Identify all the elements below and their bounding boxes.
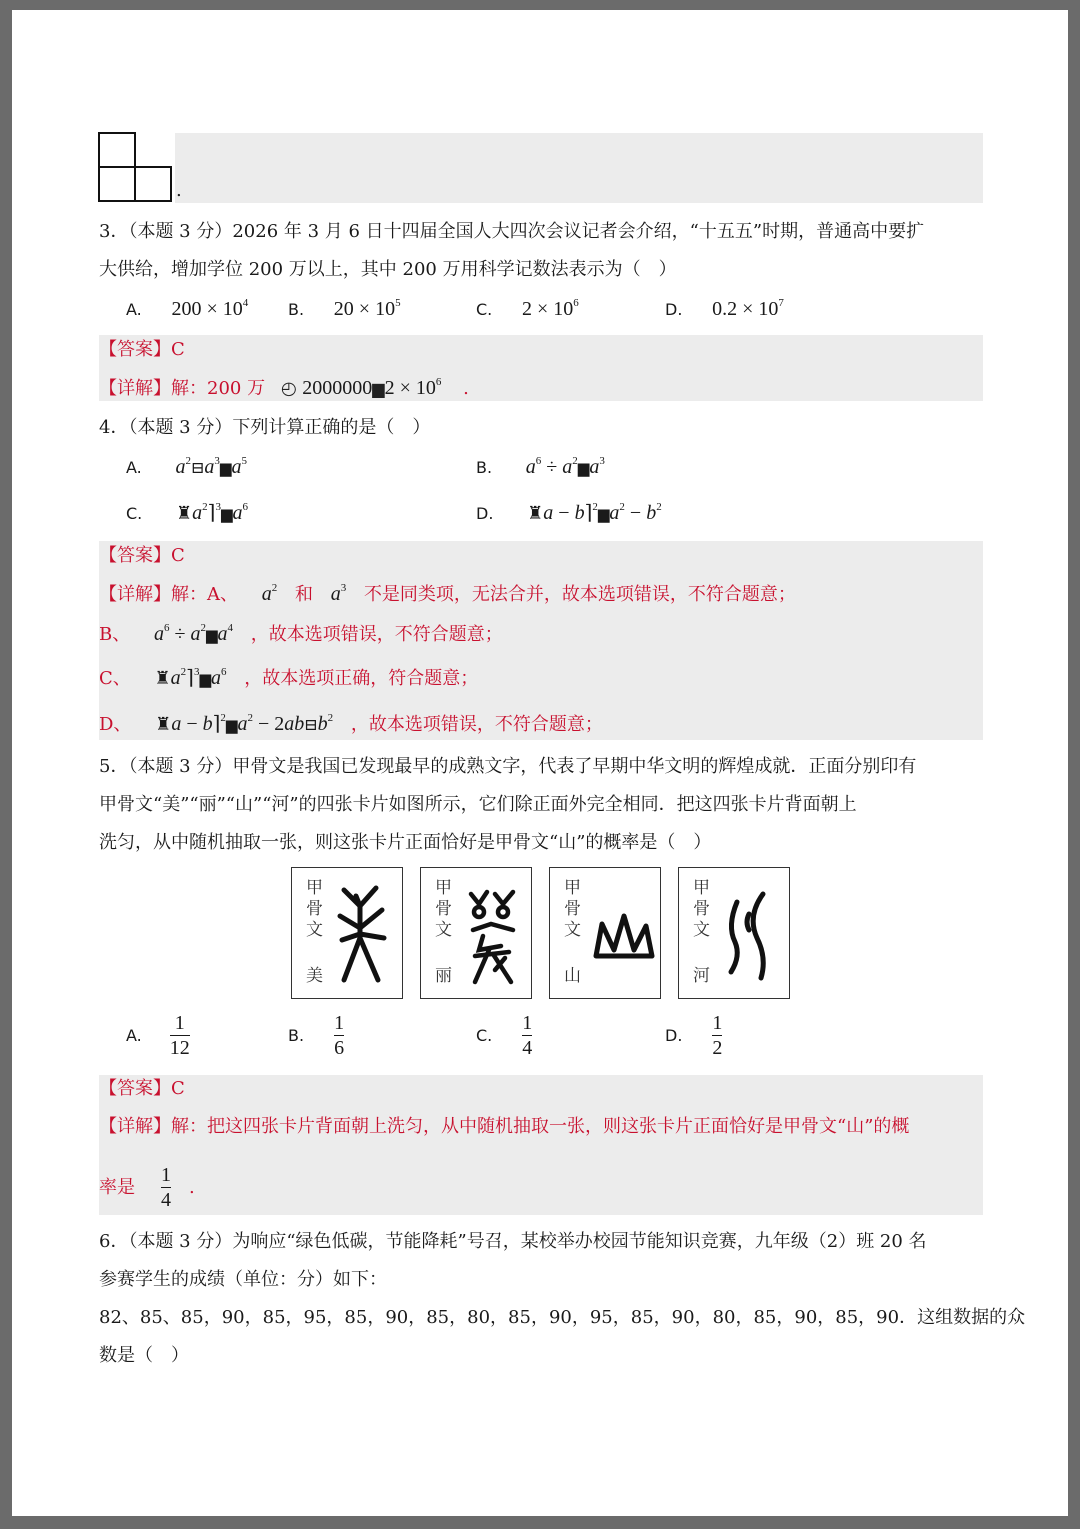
q5-option-c [476,1012,532,1059]
fraction-numerator: 1 [174,1012,185,1034]
plus-glyph-icon: ⊟ [304,717,318,734]
option-letter: B. [288,300,305,319]
option-coef: 200 × 10 [171,298,243,320]
detail-period: . [189,1176,195,1198]
option-letter: A. [126,300,142,319]
q5-option-b [288,1012,344,1059]
answer-value: C [171,339,185,360]
q5-stem-line3: 洗匀，从中随机抽取一张，则这张卡片正面恰好是甲骨文“山”的概率是（ ） [99,832,712,853]
option-coef: 20 × 10 [333,298,396,320]
q4-option-c: C. $♜a^2⌉^3▆a^6$ [126,501,248,524]
detail-text: ，故本选项正确，符合题意； [244,668,479,689]
option-letter: D. [665,1025,683,1045]
q4-detail-d: D、 ♜a − $b⌉^2▆a^2$ − $2ab⊟b^2$ ，故本选项错误，不符合题意； [99,712,603,735]
q4-option-d: D. ♜a − $b⌉^2▆a^2 - b^2$ [476,501,662,524]
figure-caption-period: . [176,180,182,201]
detail-tag: 【详解】 [99,1116,171,1137]
q5-stem-line1: 5．（本题 3 分）甲骨文是我国已发现最早的成熟文字，代表了早期中华文明的辉煌成就．正面分别印有 [99,756,917,777]
equals-glyph-icon: ▆ [372,379,385,398]
q4-option-b: B. $a^6$ ÷ $a^2▆a^3$ [476,455,605,478]
detail-tag: 【详解】 [99,378,171,399]
q3-option-b [288,298,401,321]
q6-stem-line1: 6．（本题 3 分）为响应“绿色低碳，节能降耗”号召，某校举办校园节能知识竞赛，九年级（2）班 20 名 [99,1231,927,1252]
detail-prefix: 解：A、 [171,584,238,605]
fraction-denominator: 2 [712,1037,723,1059]
fraction-denominator: 12 [169,1037,190,1059]
q5-answer [99,1078,185,1100]
fraction-denominator: 4 [161,1189,171,1211]
q5-detail-line1 [99,1116,909,1138]
fraction-numerator: 1 [334,1012,345,1034]
detail-and: 和 [294,584,313,605]
card-name: 河 [693,966,710,986]
previous-answer-band [175,133,983,203]
option-coef: 2 × 10 [522,298,574,320]
oracle-card-mei [291,867,403,999]
q3-option-d [665,298,784,321]
paren-glyph-icon: ♜ [176,503,193,523]
paren-glyph-icon: ⌉ [584,502,593,524]
q4-answer [99,545,185,567]
paren-glyph-icon: ⌉ [212,713,221,735]
option-exp: 6 [573,297,579,309]
option-letter: C. [126,504,143,523]
fraction-numerator: 1 [712,1012,723,1034]
answer-tag: 【答案】 [99,545,171,566]
paren-glyph-icon: ⌉ [207,502,216,524]
q3-detail [99,377,469,400]
option-coef: 0.2 × 10 [712,298,779,320]
card-name: 丽 [435,966,452,986]
oracle-li-glyph-icon [465,884,521,988]
detail-text: 解：把这四张卡片背面朝上洗匀，从中随机抽取一张，则这张卡片正面恰好是甲骨文“山”的概 [171,1116,910,1137]
detail-tag: 【详解】 [99,584,171,605]
fraction-numerator: 1 [161,1164,171,1186]
paren-glyph-icon: ♜ [527,503,544,523]
option-letter: B. [476,458,493,477]
q4-detail-b: B、 $a^6$ ÷ $a^2▆a^4$ ，故本选项错误，不符合题意； [99,622,503,645]
card-label: 甲骨文 [306,878,323,940]
oracle-he-glyph-icon [723,886,779,982]
option-exp: 7 [778,297,784,309]
option-exp: 5 [395,297,401,309]
fraction-numerator: 1 [522,1012,533,1034]
q3-option-c [476,298,579,321]
q5-answer-band [99,1075,983,1215]
detail-exp: 6 [435,376,442,388]
q4-option-a: A. $a^2⊟a^3▆a^5$ [126,455,247,478]
option-letter: A. [126,1025,142,1045]
answer-value: C [171,1078,185,1099]
q3-option-a [126,298,248,321]
oracle-card-li [420,867,532,999]
equals-glyph-icon: ▆ [225,718,238,734]
equals-glyph-icon: ▆ [220,507,233,523]
q3-stem-line2: 大供给，增加学位 200 万以上，其中 200 万用科学记数法表示为（ ） [99,259,677,280]
detail-number: 2000000 [302,377,373,399]
detail-text: ，故本选项错误，不符合题意； [250,624,503,645]
paren-glyph-icon: ⌉ [186,667,194,689]
oracle-card-he [678,867,790,999]
option-letter: D. [476,504,494,523]
detail-period: . [463,378,469,399]
answer-tag: 【答案】 [99,1078,171,1099]
detail-text: ，故本选项错误，不符合题意； [350,714,603,735]
plus-glyph-icon: ⊟ [190,460,205,477]
detail-prefix: C、 [99,668,131,689]
card-name: 山 [564,966,581,986]
option-letter: A. [126,458,142,477]
card-label: 甲骨文 [435,878,452,940]
paren-glyph-icon: ♜ [155,714,172,734]
q5-option-d [665,1012,722,1059]
q5-detail-line2 [99,1164,195,1211]
q4-stem: 4．（本题 3 分）下列计算正确的是（ ） [99,417,431,438]
oracle-mei-glyph-icon [334,882,392,986]
option-letter: B. [288,1025,305,1045]
l-shape-grid-figure [97,131,177,203]
paren-glyph-icon: ♜ [154,668,171,688]
equals-glyph-icon: ▆ [219,461,232,477]
fraction-denominator: 6 [334,1037,345,1059]
option-exp: 4 [242,297,249,309]
q6-stem-line4: 数是（ ） [99,1345,189,1366]
q6-stem-line2: 参赛学生的成绩（单位：分）如下： [99,1269,387,1290]
card-label: 甲骨文 [693,878,710,940]
oracle-shan-glyph-icon [592,910,656,962]
equals-glyph-icon: ▆ [199,672,212,688]
detail-text: 率是 [99,1176,135,1198]
equals-glyph-icon: ▆ [205,628,218,644]
option-letter: D. [665,300,683,319]
clock-glyph-icon: ◴ [280,378,297,399]
equals-glyph-icon: ▆ [597,507,610,523]
detail-text: 解：200 万 [171,378,266,399]
answer-tag: 【答案】 [99,339,171,360]
q5-stem-line2: 甲骨文“美”“丽”“山”“河”的四张卡片如图所示，它们除正面外完全相同．把这四张卡片背面朝上 [99,794,857,815]
option-letter: C. [476,300,493,319]
equals-glyph-icon: ▆ [577,461,590,477]
detail-text: 不是同类项，无法合并，故本选项错误，不符合题意； [363,584,796,605]
fraction-denominator: 4 [522,1037,533,1059]
answer-value: C [171,545,185,566]
detail-prefix: B、 [99,624,131,645]
q6-stem-line3: 82、85、85，90，85，95，85，90，85，80，85，90，95，85，90，80，85，90，85，90．这组数据的众 [99,1307,1026,1328]
q4-detail-c: C、 $♜a^2⌉^3▆a^6$ ，故本选项正确，符合题意； [99,666,479,689]
q4-detail-a: 【详解】解：A、 $a^2$ 和 $a^3$ 不是同类项，无法合并，故本选项错误，不符合题意； [99,582,796,605]
detail-prefix: D、 [99,714,132,735]
card-name: 美 [306,966,323,986]
q5-option-a [126,1012,190,1059]
option-letter: C. [476,1025,493,1045]
oracle-card-shan [549,867,661,999]
card-label: 甲骨文 [564,878,581,940]
detail-result: 2 × 10 [384,377,436,399]
q3-answer [99,339,185,361]
q3-stem-line1: 3．（本题 3 分）2026 年 3 月 6 日十四届全国人大四次会议记者会介绍，“十五五”时期，普通高中要扩 [99,221,925,242]
